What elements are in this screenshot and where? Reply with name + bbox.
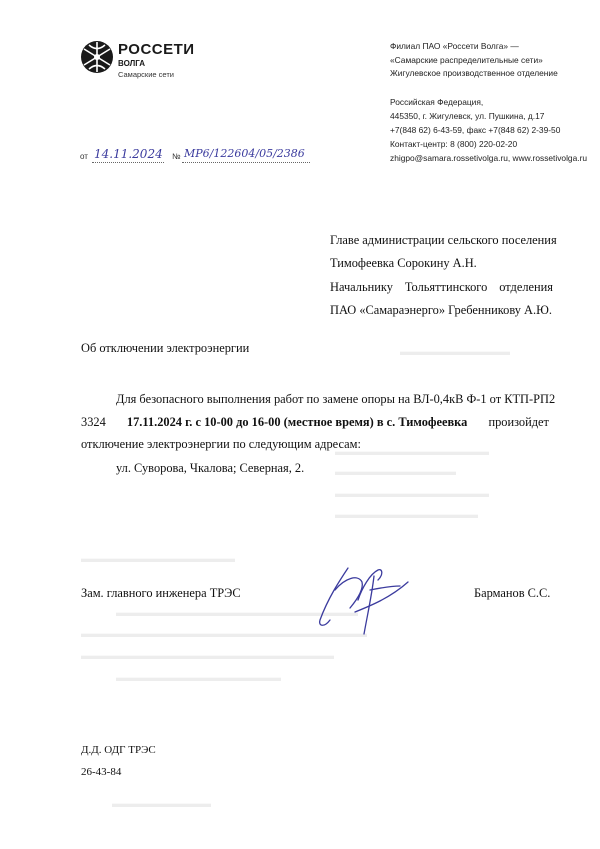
addressee-line3: Начальнику Тольяттинского отделения <box>330 280 553 294</box>
contact-center: Контакт-центр: 8 (800) 220-02-20 <box>390 139 518 149</box>
bleed-through-text: ▬▬▬▬▬▬▬▬▬▬▬▬▬▬ <box>335 488 489 500</box>
body-line1: Для безопасного выполнения работ по замене опоры на ВЛ-0,4кВ Ф-1 от КТП-РП2 <box>116 392 556 406</box>
brand-name: РОССЕТИ <box>118 41 195 58</box>
outage-addresses: ул. Суворова, Чкалова; Северная, 2. <box>116 461 305 475</box>
registration-number: МР6/122604/05/2386 <box>184 147 305 160</box>
bleed-through-text: ▬▬▬▬▬▬▬▬▬▬ <box>400 346 510 358</box>
address-country: Российская Федерация, <box>390 97 484 107</box>
bleed-through-text: ▬▬▬▬▬▬▬▬▬▬▬▬▬▬▬▬▬▬▬▬▬▬▬▬▬▬ <box>81 628 367 640</box>
brand-region: ВОЛГА <box>118 59 146 68</box>
bleed-through-text: ▬▬▬▬▬▬▬▬▬ <box>112 798 211 810</box>
brand-subtitle: Самарские сети <box>118 70 174 79</box>
body-line2 <box>81 415 549 429</box>
addressee-line2: Тимофеевка Сорокину А.Н. <box>330 256 477 270</box>
body-line3: отключение электроэнергии по следующим адресам: <box>81 437 361 451</box>
date-underline <box>92 162 164 163</box>
bleed-through-text: ▬▬▬▬▬▬▬▬▬▬▬▬▬▬▬ <box>116 672 281 684</box>
address-street: 445350, г. Жигулевск, ул. Пушкина, д.17 <box>390 111 545 121</box>
phone-fax: +7(848 62) 6-43-59, факс +7(848 62) 2-39-50 <box>390 125 561 135</box>
branch-name-line2: «Самарские распределительные сети» <box>390 55 543 65</box>
body-line2-end: произойдет <box>488 415 549 429</box>
bleed-through-text: ▬▬▬▬▬▬▬▬▬▬▬▬▬ <box>335 509 478 521</box>
bleed-through-text: ▬▬▬▬▬▬▬▬▬▬▬▬▬▬ <box>335 446 489 458</box>
number-underline <box>182 162 310 163</box>
bleed-through-text: ▬▬▬▬▬▬▬▬▬▬▬▬▬▬▬▬▬▬▬▬▬▬ <box>116 607 358 619</box>
branch-name-line1: Филиал ПАО «Россети Волга» — <box>390 41 519 51</box>
letter-subject: Об отключении электроэнергии <box>81 341 250 355</box>
branch-name-line3: Жигулевское производственное отделение <box>390 68 558 78</box>
registration-line <box>80 146 330 166</box>
signatory-name: Барманов С.С. <box>474 586 551 600</box>
date-label: от <box>80 152 88 161</box>
bleed-through-text: ▬▬▬▬▬▬▬▬▬▬▬▬▬▬▬▬▬▬▬▬▬▬▬ <box>81 650 334 662</box>
executor-contact: Д.Д. ОДГ ТРЭС <box>81 744 156 756</box>
number-label: № <box>172 152 181 161</box>
executor-phone: 26-43-84 <box>81 766 122 778</box>
addressee-line1: Главе администрации сельского поселения <box>330 233 557 247</box>
addressee-line4: ПАО «Самараэнерго» Гребенникову А.Ю. <box>330 303 552 317</box>
rosseti-logo-icon <box>80 40 114 74</box>
bleed-through-text: ▬▬▬▬▬▬▬▬▬▬▬ <box>335 466 456 478</box>
body-line2-start: 3324 <box>81 415 106 429</box>
outage-date-time-place: 17.11.2024 г. с 10-00 до 16-00 (местное время) в с. Тимофеевка <box>126 415 468 429</box>
bleed-through-text: ▬▬▬▬▬▬▬▬▬▬▬▬▬▬ <box>81 553 235 565</box>
handwritten-signature <box>300 560 415 640</box>
email-website: zhigpo@samara.rossetivolga.ru, www.rossetivolga.ru <box>390 153 588 163</box>
registration-date: 14.11.2024 <box>94 147 163 161</box>
signatory-position: Зам. главного инженера ТРЭС <box>81 586 241 600</box>
